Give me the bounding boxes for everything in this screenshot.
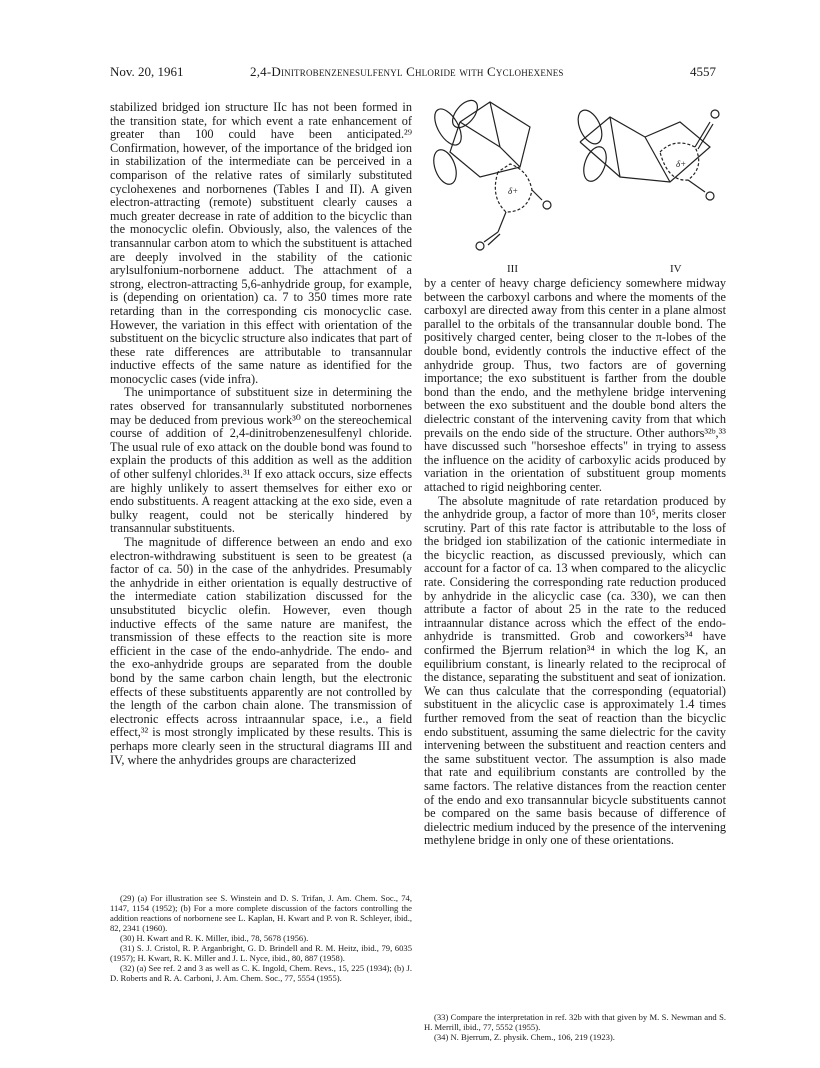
header-title: 2,4-Dinitrobenzenesulfenyl Chloride with Cyclohexenes: [250, 64, 564, 79]
svg-text:δ+: δ+: [508, 186, 519, 196]
footnote: (31) S. J. Cristol, R. P. Arganbright, G. D. Brindell and R. M. Heitz, ibid., 79, 6035 (1957); H. Kwart, R. K. Miller and J. L. Nyce, ibid., 80, 887 (1958).: [110, 943, 412, 963]
footnote: (29) (a) For illustration see S. Winstein and D. S. Trifan, J. Am. Chem. Soc., 74, 1147, 1154 (1952); (b) For a more complete discussion of the factors controlling the addition reactions of norbornene see L. Kaplan, H. Kwart and P. von R. Schleyer, ibid., 82, 2341 (1960).: [110, 893, 412, 933]
footnote: (34) N. Bjerrum, Z. physik. Chem., 106, 219 (1923).: [434, 1032, 615, 1042]
footnotes-left: [110, 893, 412, 983]
right-column: [424, 277, 726, 848]
footnote: (32) (a) See ref. 2 and 3 as well as C. K. Ingold, Chem. Revs., 15, 225 (1934); (b) J. D. Roberts and R. A. Carboni, J. Am. Chem. Soc., 77, 5554 (1955).: [110, 963, 412, 983]
paragraph: The absolute magnitude of rate retardation produced by the anhydride group, a factor of more than 10⁵, merits closer scrutiny. Part of this rate factor is attributable to the loss of the bridged ion stabilization of the cationic intermediate in the bicyclic reaction, as discussed previously, which can account for a factor of ca. 13 when compared to the alicyclic rate. Considering the corresponding rate reduction produced by anhydride in the alicyclic case (ca. 330), we can then attribute a factor of about 25 in the rate to the reduced intraannular distance across which the effect of the endo-anhydride is transmitted. Grob and coworkers³⁴ have confirmed the Bjerrum relation³⁴ in which the log K, an equilibrium constant, is linearly related to the reciprocal of the distance, separating the substituent and seat of ionization. We can thus calculate that the corresponding (equatorial) substituent in the alicyclic case is approximately 1.4 times further removed from the seat of reaction than the bicyclic endo substituent, assuming the same dielectric for the cavity intervening between the substituent and reaction centers and the same substituent vector. The assumption is also made that rate and equilibrium constants are controlled by the same factors. The relative distances from the reaction center of the endo and exo transannular bicycle substituents cannot be compared on the same basis because of difference of dielectric medium induced by the presence of the intervening methylene bridge in only one of these orientations.: [424, 493, 726, 848]
paragraph: by a center of heavy charge deficiency somewhere midway between the carboxyl carbons and where the moments of the carboxyl are directed away from this center in a plane almost parallel to the orbitals of the transannular double bond. The positively charged center, being closer to the π-lobes of the double bond, evidently controls the inductive effect of the anhydride group. Thus, two factors are of governing importance; the exo substituent is farther from the double bond than the endo, and the methylene bridge intervening between the exo substituent and the double bond alters the dielectric constant of the intervening cavity from that which prevails on the endo side of the structure. Other authors³²ᵇ,³³ have discussed such "horseshoe effects" in trying to assess the influence on the acidity of carboxylic acids produced by variation in the orientation of substituent group moments attached to rigid neighboring center.: [424, 276, 726, 494]
footnote: (33) Compare the interpretation in ref. 32b with that given by M. S. Newman and S. H. Merrill, ibid., 77, 5552 (1955).: [424, 1012, 726, 1032]
structure-diagrams-svg: [420, 92, 730, 262]
structure-diagrams: [420, 92, 730, 272]
page-number: 4557: [690, 64, 716, 79]
paragraph: stabilized bridged ion structure IIc has not been formed in the transition state, for which event a rate enhancement of greater than 100 could have been anticipated.²⁹ Confirmation, however, of the importance of the bridged ion in stabilization of the intermediate can be perceived in a comparison of the relative rates of similarly substituted cyclohexenes and norbornenes (Tables I and II). A given electron-attracting (remote) substituent clearly causes a much greater decrease in rate of addition to the bicyclic than the monocyclic olefin. Obviously, also, the valences of the transannular carbon atom to which the substituent is attached are deeply involved in the stability of the cationic arylsulfonium-norbornene adduct. The attachment of a strong, electron-attracting 5,6-anhydride group, for example, is (depending on orientation) ca. 7 to 350 times more rate retarding than in the corresponding cis monocyclic case. However, the variation in this effect with orientation of the substituent on the bicyclic structure also indicates that part of these rate differences are attributable to transannular inductive effects of the same nature as identified for the monocyclic cases (vide infra).: [110, 100, 412, 386]
paragraph: The unimportance of substituent size in determining the rates observed for transannularly substituted norbornenes may be deduced from previous work³⁰ on the stereochemical course of addition of 2,4-dinitrobenzenesulfenyl chloride. The usual rule of exo attack on the double bond was found to explain the products of this addition as well as the addition of other sulfenyl chlorides.³¹ If exo attack occurs, size effects are highly unlikely to assert themselves for either exo or endo substituents. A reagent attacking at the exo side, even a bulky reagent, could not be sterically hindered by transannular substituents.: [110, 385, 412, 536]
svg-text:δ+: δ+: [676, 159, 687, 169]
footnote: (30) H. Kwart and R. K. Miller, ibid., 78, 5678 (1956).: [120, 933, 309, 943]
figure-label-IV: IV: [670, 263, 682, 275]
structure-III: [429, 96, 551, 250]
running-header: [102, 64, 716, 82]
header-date: Nov. 20, 1961: [110, 64, 184, 79]
structure-IV: [573, 106, 719, 200]
paragraph: The magnitude of difference between an endo and exo electron-withdrawing substituent is seen to be greatest (a factor of ca. 50) in the case of the anhydrides. Presumably the anhydride in either orientation is equally destructive of the intermediate cation stabilization discussed for the unsubstituted bicyclic olefin. However, even though inductive effects of the same nature are manifest, the transmission of these effects to the reaction site is more efficient in the case of the endo-anhydride. The endo- and the exo-anhydride groups are separated from the double bond by the same carbon chain length, but the electronic effects of these substituents apparently are not controlled by the length of the carbon chain alone. The transmission of electronic effects across intraannular space, i.e., a field effect,³² is most strongly implicated by these results. This is perhaps more clearly seen in the structural diagrams III and IV, where the anhydrides groups are characterized: [110, 535, 412, 767]
left-column: [110, 101, 412, 767]
figure-label-III: III: [507, 263, 518, 275]
footnotes-right: [424, 1012, 726, 1042]
